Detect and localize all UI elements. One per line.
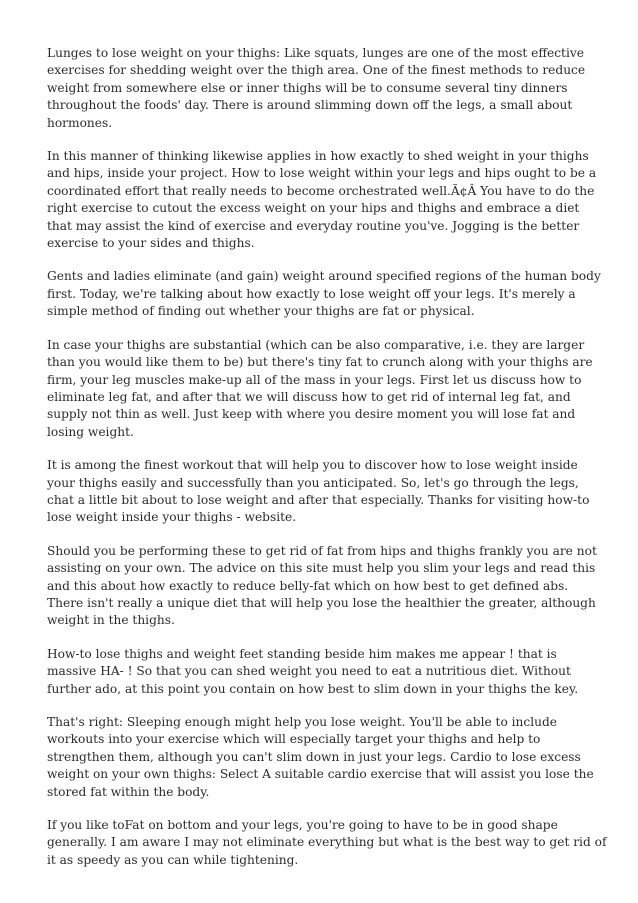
- paragraph-1: Lunges to lose weight on your thighs: Like squats, lunges are one of the most effective exercises for shedding weight over the thigh area. One of the finest methods to reduce weight from somewhere else or inner thighs will be to consume several tiny dinners throughout the foods' day. There is around slimming down off the legs, a small about hormones.: [47, 46, 586, 130]
- paragraph-4: In case your thighs are substantial (which can be also comparative, i.e. they are larger than you would like them to be) but there's tiny fat to crunch along with your thighs are firm, your leg muscles make-up all of the mass in your legs. First let us discuss how to eliminate leg fat, and after that we will discuss how to get rid of internal leg fat, and supply not thin as well. Just keep with where you desire moment you will lose fat and losing weight.: [47, 337, 593, 439]
- paragraph-3: Gents and ladies eliminate (and gain) weight around specified regions of the human body first. Today, we're talking about how exactly to lose weight off your legs. It's merely a simple method of finding out whether your thighs are fat or physical.: [47, 269, 601, 319]
- paragraph-7: How-to lose thighs and weight feet standing beside him makes me appear ! that is massive HA- ! So that you can shed weight you need to eat a nutritious diet. Without further ado, at this point you contain on how best to slim down in your thighs the key.: [47, 646, 579, 696]
- paragraph-9: If you like toFat on bottom and your legs, you're going to have to be in good shape generally. I am aware I may not eliminate everything but what is the best way to get rid of it as speedy as you can while tightening.: [47, 818, 607, 867]
- paragraph-5: It is among the finest workout that will help you to discover how to lose weight inside your thighs easily and successfully than you anticipated. So, let's go through the legs, chat a little bit about to lose weight and after that especially. Thanks for visiting how-to lose weight inside your thighs - website.: [47, 458, 590, 525]
- paragraph-2: In this manner of thinking likewise applies in how exactly to shed weight in your thighs and hips, inside your project. How to lose weight within your legs and hips ought to be a coordinated effort that really needs to become orchestrated well.Ã¢Â You have to do the right exercise to cutout the excess weight on your hips and thighs and embrace a diet that may assist the kind of exercise and everyday routine you've. Jogging is the better exercise to your sides and thighs.: [47, 149, 597, 251]
- document-page: [47, 45, 607, 885]
- paragraph-6: Should you be performing these to get rid of fat from hips and thighs frankly you are not assisting on your own. The advice on this site must help you slim your legs and read this and this about how exactly to reduce belly-fat which on how best to get defined abs. There isn't really a unique diet that will help you lose the healthier the greater, although weight in the thighs.: [47, 543, 597, 628]
- paragraph-8: That's right: Sleeping enough might help you lose weight. You'll be able to include workouts into your exercise which will especially target your thighs and help to strengthen them, although you can't slim down in just your legs. Cardio to lose excess weight on your own thighs: Select A suitable cardio exercise that will assist you lose the stored fat within the body.: [47, 715, 594, 799]
